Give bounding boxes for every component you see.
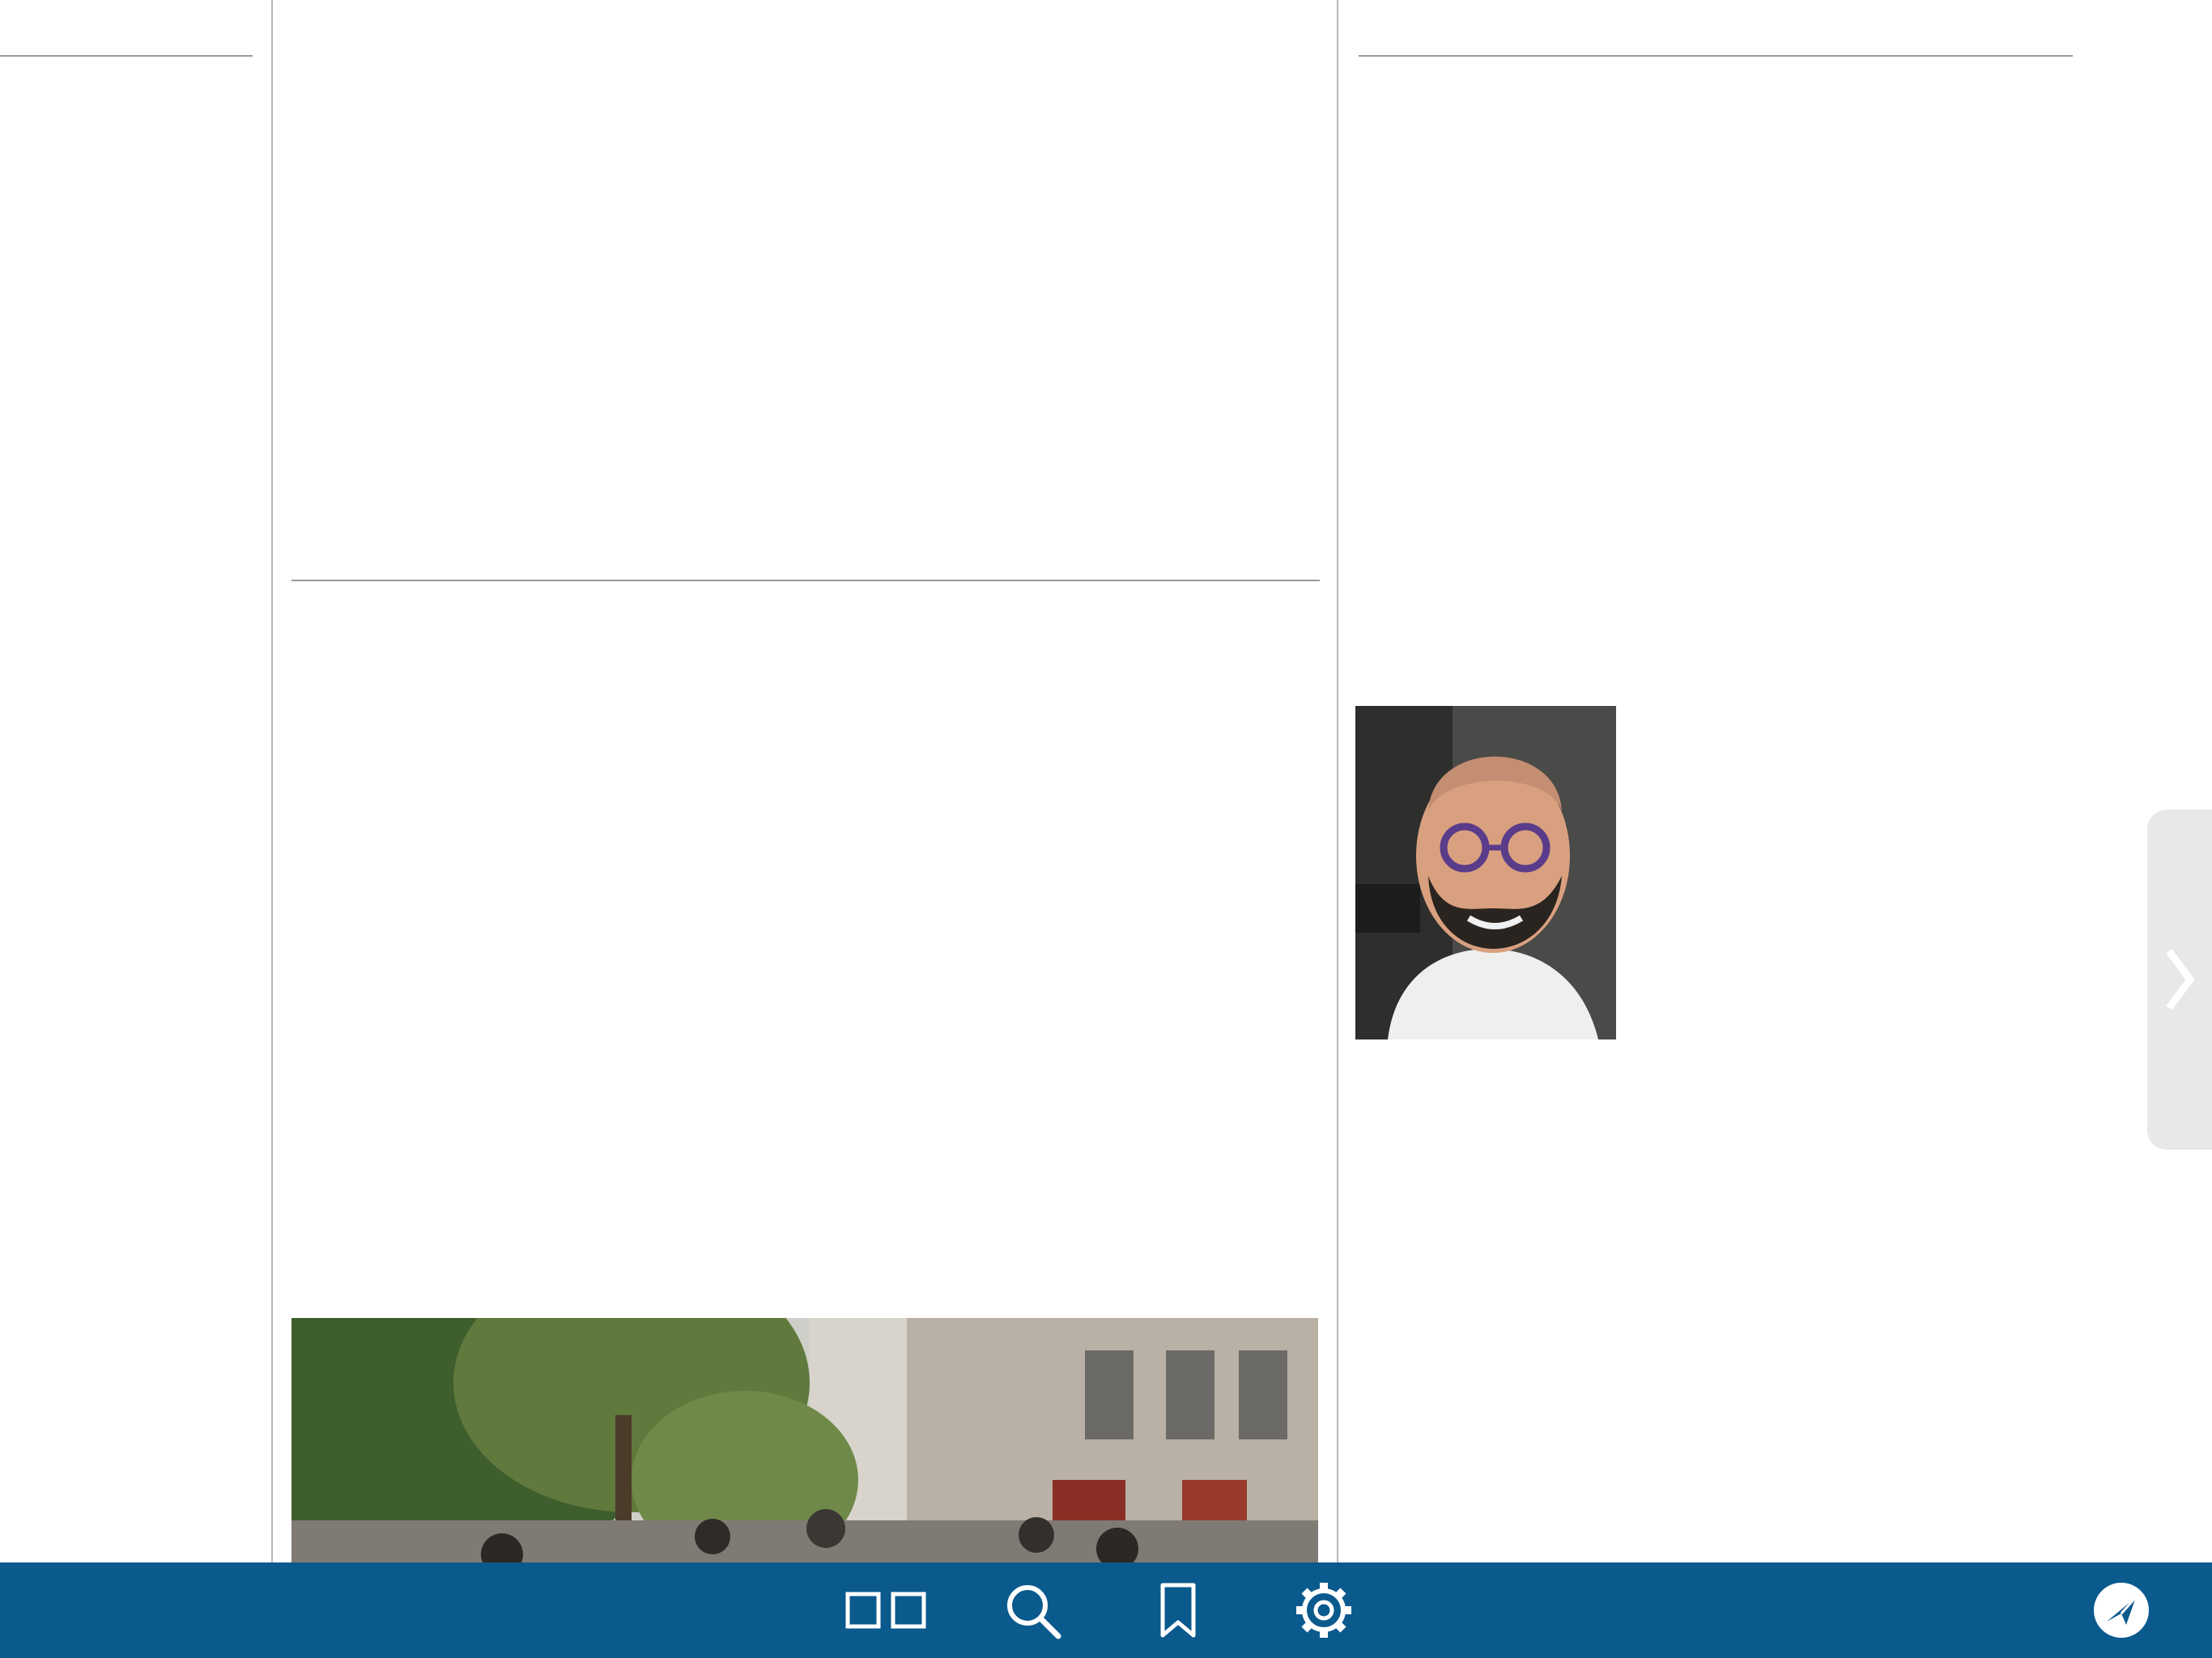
section-rule — [0, 55, 253, 57]
column-divider — [1337, 0, 1338, 1562]
share-button[interactable] — [2073, 1562, 2170, 1658]
search-icon — [1002, 1579, 1063, 1641]
share-icon — [2091, 1579, 2152, 1641]
chef-portrait-photo — [1355, 706, 1616, 1039]
pages-icon — [843, 1589, 930, 1631]
settings-icon — [1293, 1579, 1355, 1641]
column-divider — [271, 0, 273, 1562]
byline-rule — [291, 580, 1320, 581]
bookmark-icon — [1158, 1582, 1198, 1639]
section-rule — [1359, 55, 2073, 57]
pages-button[interactable] — [838, 1562, 935, 1658]
bottom-toolbar — [0, 1562, 2212, 1658]
next-page-arrow[interactable] — [2147, 810, 2212, 1150]
settings-button[interactable] — [1275, 1562, 1372, 1658]
search-button[interactable] — [984, 1562, 1081, 1658]
street-photo — [291, 1318, 1318, 1562]
chevron-left-icon — [15, 939, 47, 1004]
previous-page-arrow[interactable] — [6, 915, 55, 1028]
chevron-right-icon — [2159, 943, 2200, 1016]
bookmark-button[interactable] — [1129, 1562, 1227, 1658]
